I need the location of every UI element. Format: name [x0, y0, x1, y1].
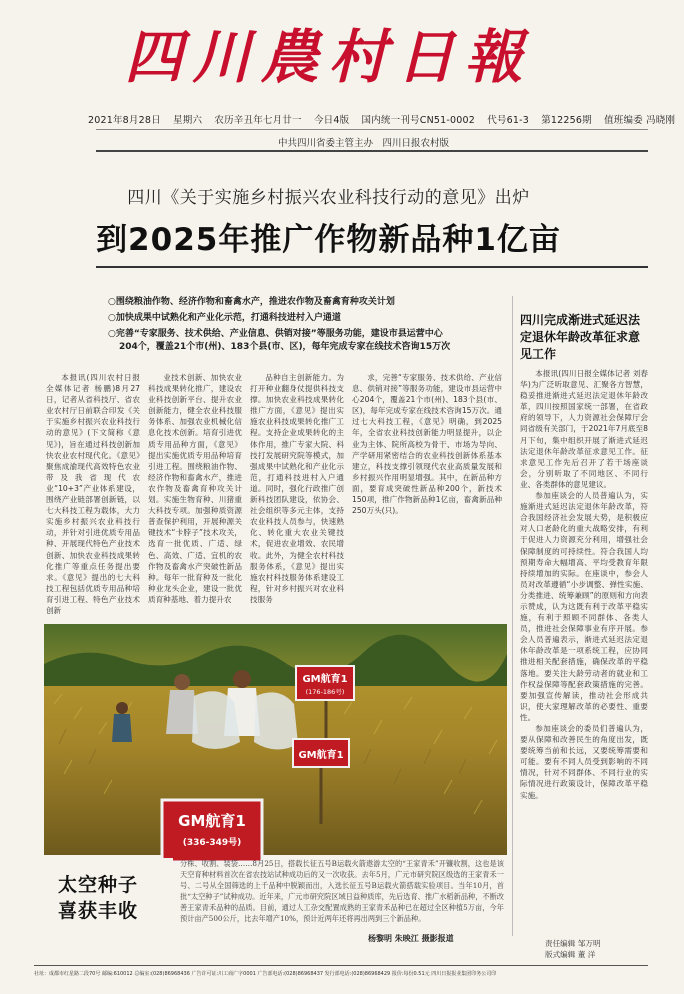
photo-title-line-1: 太空种子: [58, 874, 139, 896]
side-article-body: [520, 368, 648, 801]
sign-small-sub: (176-186号): [305, 688, 345, 696]
bullet-item: ○ 加快成果中试熟化和产业化示范，打通科技进村入户通道: [108, 312, 498, 325]
column-text: 品种自主创新能力。为打开种业翻身仗提供科技支撑。加快农业科技成果转化推广方面，《意见》提出实施农业科技成果转化推广工程。支持企业成果转化的主体作用，推广专家大院、科技打发展研究院等模式，加强成果中试熟化和产业化示范，打通科技进村入户通道。同时，强化行政推广创新科技团队建设，依协会、社会组织等多元主体，支持农业科技人员参与，快速熟化、转化重大农业关键技术，促进农业增效、农民增收。此外，为健全农村科技服务体系，《意见》提出实施农村科技服务体系建设工程，针对乡村振兴对农业科技服务: [250, 373, 344, 604]
newspaper-logo: 四川農村日報: [124, 23, 533, 91]
masthead-bottom-rule: [96, 150, 648, 152]
lead-kicker: 四川《关于实施乡村振兴农业科技行动的意见》出炉: [127, 188, 530, 208]
sign-big-label: GM航育1: [178, 812, 246, 830]
sign-mid-label: GM航育1: [298, 750, 344, 761]
headline-rule: [96, 266, 648, 268]
masthead-rule: [96, 129, 648, 130]
lunar-date: 农历辛丑年七月廿一: [214, 115, 302, 126]
editor-credits: [545, 938, 601, 960]
footer-rule: [34, 965, 648, 966]
sign-big-sub: (336-349号): [182, 838, 242, 848]
page-count: 今日4版: [313, 115, 350, 126]
issue-weekday: 星期六: [173, 115, 203, 126]
column-divider: [512, 296, 513, 936]
page-footer: 社址：成都市红星路二段70号 邮编:610012 总编室:(028)86968436 广告许可证:川工商广字0001 广告部电话:(028)86968437 发行部电话:(028)86968429 报价:每份0.51元 四川日报报业集团印务公司印: [34, 971, 497, 977]
bullet-continuation: 204个，覆盖21个市(州)、183个县(市、区)，每年完成专家在线技术咨询15万次: [119, 342, 451, 352]
side-paragraph: 参加座谈会的委员们普遍认为，要从保障和改善民生的角度出发，既要统筹当前和长远，又要统筹需要和可能。要有不同人员受到影响的不同情况，针对不同群体、不同行业的实际情况进行政策设计，保障改革平稳实施。: [520, 724, 648, 800]
cn-code: 国内统一刊号CN51-0002: [361, 115, 475, 126]
masthead: [0, 0, 657, 110]
mail-code: 代号61-3: [487, 115, 529, 126]
rice-harvest-photo: [44, 624, 507, 855]
photo-title-line-2: 喜获丰收: [58, 900, 139, 922]
layout-editor: 版式编辑 董 洋: [545, 950, 596, 959]
article-column-4: [352, 372, 502, 612]
host-line: 中共四川省委主管主办 四川日报农村版: [278, 138, 450, 149]
article-column-3: [250, 372, 344, 612]
sign-gm-big: [162, 800, 262, 862]
issue-date: 2021年8月28日: [88, 115, 161, 126]
article-column-1: [46, 372, 140, 615]
issue-number: 第12256期: [541, 115, 592, 126]
edition-info: [88, 112, 676, 126]
column-text: 求，完善“专家服务、技术供给、产业信息、供销对接”等服务功能，建设市县运营中心204个，覆盖21个市(州)、183个县(市、区)，每年完成专家在线技术咨询15万次。通过七大科技工程，《意见》明确，到2025年，全省农业科技创新能力明显提升，以企业为主体、院所高校为骨干、市场为导向、产学研用紧密结合的农业科技创新体系基本建立，科技支撑引领现代农业高质量发展和乡村振兴作用明显增强。其中，在新品种方面，要育成突破性新品种200个，新技术150项，推广作物新品种1亿亩，畜禽新品种250万头(只)。: [352, 373, 502, 516]
photo-title: [58, 872, 138, 924]
bullet-item: ○ 完善“专家服务、技术供给、产业信息、供销对接”等服务功能，建设市县运营中心: [108, 328, 498, 341]
side-paragraph: 参加座谈会的人员普遍认为，实施渐进式延迟法定退休年龄改革，符合我国经济社会发展大势，是积极应对人口老龄化的重大战略安排，有利于促进人力资源充分利用，增强社会保障制度的可持续性。符合我国人均预期寿命大幅增高、平均受教育年限持续增加的实际。在座谈中，参会人员对改革遵循“小步调整、弹性实施、分类推进、统筹兼顾”的原则和方向表示赞成，认为这既有利于改革平稳实施，有利于照顾不同群体、各类人员，推进社会保障事业有序开展。参会人员普遍表示，渐进式延迟法定退休年龄改革是一项系统工程，应协同推进相关配套措施，确保改革的平稳落地。要关注大龄劳动者的就业和工作权益保障等配套政策措施的完善。要加强宣传解读，推动社会形成共识，使大家理解改革的必要性、重要性。: [520, 491, 648, 722]
lead-bullets: [108, 296, 498, 354]
column-text: 本报讯(四川农村日报全媒体记者 杨鹏)8月27日，记者从省科技厅、省农业农村厅日前联合印发《关于实施乡村振兴农业科技行动的意见》(下文简称《意见》)，旨在通过科技创新加快农业农村现代化。《意见》聚焦成渝现代高效特色农业带及我省现代农业“10+3”产业体系建设，围绕产业链部署创新链，以七大科技工程为载体，大力实施乡村振兴农业科技行动，并针对引进优质专用品种、开展现代特色产业技术创新、加快农业科技成果转化推广等重点任务提出要求。《意见》提出的七大科技工程包括优质专用品种培育引进工程、特色产业技术创新: [46, 373, 140, 615]
lead-headline: 到2025年推广作物新品种1亿亩: [96, 222, 561, 258]
photo-caption: 分株、收割、装袋……8月25日，搭载长征五号B运载火箭遨游太空的“王家青禾”开镰收割，这也是该天空育种材料首次在省农技站试种成功后的又一次收获。去年5月，广元市研究院区级选的王家青禾一号、二号从全国筛选的上千品种中脱颖而出，入选长征五号B运载火箭搭载实验项目。当年10月，首批“太空种子”试种成功。近年来，广元市研究院区域日益种质库，先后选育、推广水稻新品种，不断改善王家青禾品种的品质。目前，通过人工杂交配置成熟的王家青禾品种已在超过全区种植5万亩，今年预计亩产500公斤，比去年增产10%，预计近两年还将再出两到三个新品种。: [180, 859, 504, 923]
duty-editor: 值班编委 冯晓刚: [604, 115, 676, 126]
column-text: 业技术创新、加快农业科技成果转化推广，建设农业科技创新平台、提升农业创新能力，健全农业科技服务体系、加强农业机械化信息化技术创新。培育引进优质专用品种方面，《意见》提出实施优质专用品种培育引进工程。围绕粮油作物、经济作物和畜禽水产，推进农作物及畜禽育种攻关计划。实施生物育种、川猪重大科技专项。加强种质资源普查保护利用，开展种源关键技术“卡脖子”技术攻关，选育一批优质、广适、绿色、高效、广适、宜机的农作物及畜禽水产突破性新品种。每年一批育种及一批化种业龙头企业，建设一批优质育种基地、着力提升农: [148, 373, 242, 604]
photo-illustration: [44, 624, 507, 855]
photo-credit: 杨黎明 朱映江 摄影报道: [368, 934, 454, 943]
bullet-item: ○ 围绕粮油作物、经济作物和畜禽水产，推进农作物及畜禽育种攻关计划: [108, 296, 498, 309]
sign-small-label: GM航育1: [302, 674, 348, 685]
side-headline: 四川完成渐进式延迟法定退休年龄改革征求意见工作: [520, 313, 641, 361]
responsible-editor: 责任编辑 邹万明: [545, 939, 601, 948]
side-paragraph: 本报讯(四川日报全媒体记者 刘春华)为广泛听取意见、汇聚各方智慧，稳妥推进渐进式延迟法定退休年龄改革，四川按照国家统一部署，在省政府的领导下，人力资源社会保障厅会同省级有关部门，于2021年7月底至8月下旬，集中组织开展了渐进式延迟法定退休年龄改革征求意见工作。征求意见工作先后召开了若干场座谈会，分别听取了不同地区、不同行业、各类群体的意见建议。: [520, 369, 648, 489]
article-column-2: [148, 372, 242, 612]
